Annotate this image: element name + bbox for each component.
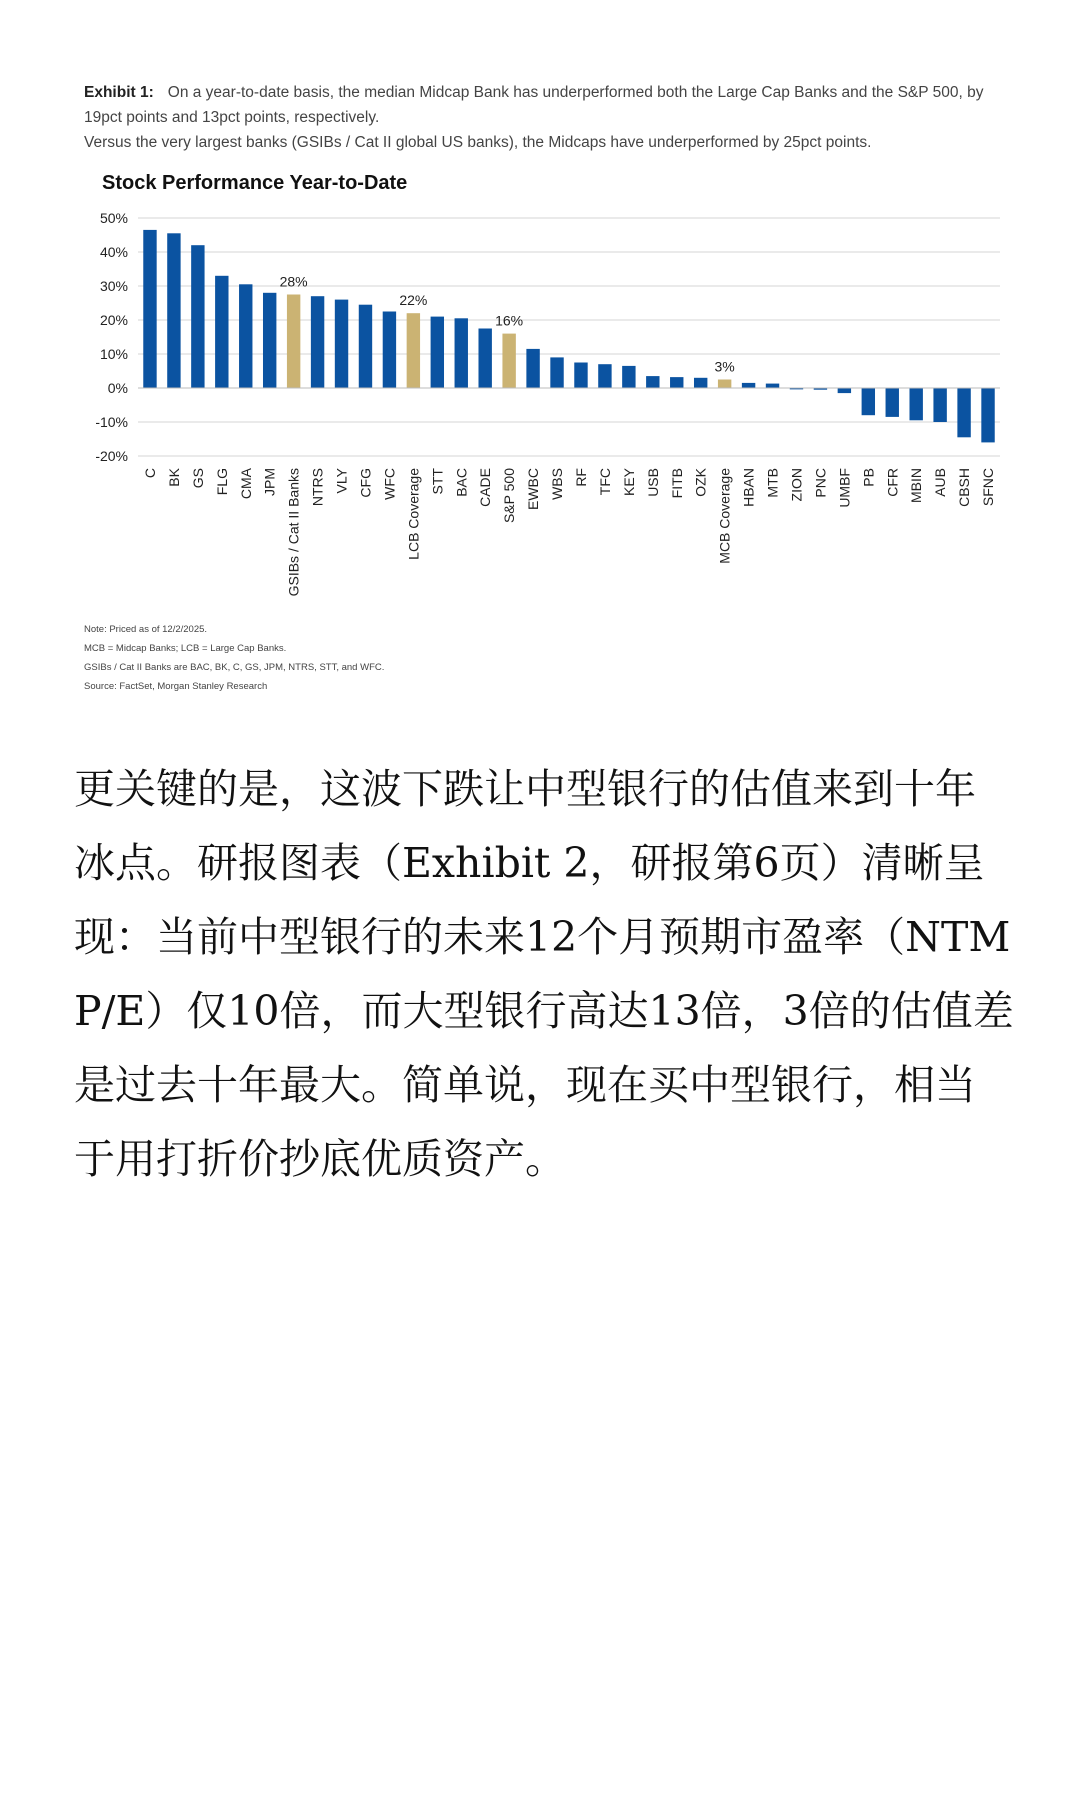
x-tick-label: HBAN [740, 468, 757, 507]
x-tick-label: MBIN [908, 468, 925, 503]
x-tick-label: USB [644, 468, 661, 497]
y-tick-label: 20% [99, 312, 128, 328]
bar-stt [431, 317, 444, 388]
x-tick-label: FITB [668, 468, 685, 499]
x-tick-label: CFG [357, 468, 374, 498]
x-tick-label: LCB Coverage [405, 468, 422, 560]
bar-mbin [909, 388, 922, 420]
data-label: 22% [399, 292, 428, 309]
x-tick-label: OZK [692, 468, 709, 497]
bar-pb [862, 388, 875, 415]
y-tick-label: 0% [107, 380, 128, 396]
bar-vly [335, 300, 348, 388]
x-tick-label: CBSH [956, 468, 973, 507]
bar-aub [933, 388, 946, 422]
x-tick-label: KEY [620, 468, 637, 497]
bar-cbsh [957, 388, 970, 437]
bar-ewbc [526, 349, 539, 388]
x-tick-label: GS [189, 468, 206, 489]
chart-notes [84, 620, 384, 696]
x-tick-label: SFNC [980, 468, 997, 507]
bar-ozk [694, 378, 707, 388]
chart-title: Stock Performance Year-to-Date [102, 172, 408, 194]
y-tick-label: 10% [99, 346, 128, 362]
bar-mtb [766, 384, 779, 388]
bar-chart [0, 200, 1080, 620]
data-label: 16% [495, 312, 524, 329]
x-tick-label: STT [429, 468, 446, 495]
bar-cma [239, 284, 252, 388]
x-tick-label: PNC [812, 468, 829, 498]
bar-cade [478, 329, 491, 389]
x-tick-label: BK [165, 468, 182, 487]
bar-cfr [886, 388, 899, 417]
x-tick-label: BAC [453, 468, 470, 497]
bar-bac [455, 318, 468, 388]
bar-jpm [263, 293, 276, 388]
x-tick-label: WBS [549, 468, 566, 500]
bar-c [143, 230, 156, 388]
bar-hban [742, 383, 755, 388]
y-tick-label: 30% [99, 278, 128, 294]
exhibit-line-1: On a year-to-date basis, the median Midcap Bank has underperformed both the Large Cap Banks and the S&P 500, by [167, 84, 984, 101]
y-tick-label: 40% [99, 244, 128, 260]
bar-flg [215, 276, 228, 388]
data-label: 28% [279, 273, 308, 290]
y-tick-label: 50% [99, 210, 128, 226]
bar-key [622, 366, 635, 388]
data-label: 3% [714, 358, 735, 375]
exhibit-caption [84, 80, 1004, 155]
note-gsibs: GSIBs / Cat II Banks are BAC, BK, C, GS, JPM, NTRS, STT, and WFC. [84, 662, 385, 673]
bar-gs [191, 245, 204, 388]
bar-bk [167, 233, 180, 388]
bar-fitb [670, 377, 683, 388]
x-tick-label: CFR [884, 468, 901, 497]
x-tick-label: MCB Coverage [716, 468, 733, 564]
x-tick-label: VLY [333, 468, 350, 494]
bar-cfg [359, 305, 372, 388]
bar-wbs [550, 357, 563, 388]
x-tick-label: WFC [381, 468, 398, 500]
note-abbreviations: MCB = Midcap Banks; LCB = Large Cap Banks. [84, 643, 287, 654]
bar-wfc [383, 312, 396, 389]
x-tick-label: JPM [261, 468, 278, 496]
x-tick-label: ZION [788, 468, 805, 502]
bar-tfc [598, 364, 611, 388]
exhibit-line-2: 19pct points and 13pct points, respectively. [84, 109, 380, 126]
x-tick-label: TFC [596, 468, 613, 496]
x-tick-label: S&P 500 [501, 468, 518, 524]
bar-gsibs-cat-ii-banks [287, 295, 300, 389]
x-tick-label: EWBC [525, 468, 542, 510]
y-tick-label: -20% [95, 448, 128, 464]
bar-umbf [838, 388, 851, 393]
article-paragraph: 更关键的是，这波下跌让中型银行的估值来到十年冰点。研报图表（Exhibit 2，研报第6页）清晰呈现：当前中型银行的未来12个月预期市盈率（NTM P/E）仅10倍，而大型银行高达13倍，3倍的估值差是过去十年最大。简单说，现在买中型银行，相当于用打折价抄底优质资产。 [74, 765, 1014, 1183]
bar-s-p-500 [502, 334, 515, 388]
bar-ntrs [311, 296, 324, 388]
x-tick-label: C [141, 468, 158, 479]
bar-usb [646, 376, 659, 388]
bar-lcb-coverage [407, 313, 420, 388]
bar-sfnc [981, 388, 994, 442]
x-tick-label: FLG [213, 468, 230, 496]
x-tick-label: MTB [764, 468, 781, 498]
note-priced: Note: Priced as of 12/2/2025. [84, 624, 208, 635]
x-tick-label: CADE [477, 468, 494, 507]
x-tick-label: CMA [237, 468, 254, 500]
exhibit-line-3: Versus the very largest banks (GSIBs / Cat II global US banks), the Midcaps have underperformed by 25pct points. [84, 134, 872, 151]
x-tick-label: NTRS [309, 468, 326, 507]
x-tick-label: RF [572, 468, 589, 487]
y-tick-label: -10% [95, 414, 128, 430]
x-tick-label: UMBF [836, 468, 853, 508]
bar-rf [574, 363, 587, 389]
exhibit-label: Exhibit 1: [84, 84, 154, 101]
x-tick-label: GSIBs / Cat II Banks [285, 468, 302, 597]
x-tick-label: PB [860, 468, 877, 487]
bar-mcb-coverage [718, 380, 731, 389]
note-source: Source: FactSet, Morgan Stanley Research [84, 681, 268, 692]
x-tick-label: AUB [932, 468, 949, 497]
